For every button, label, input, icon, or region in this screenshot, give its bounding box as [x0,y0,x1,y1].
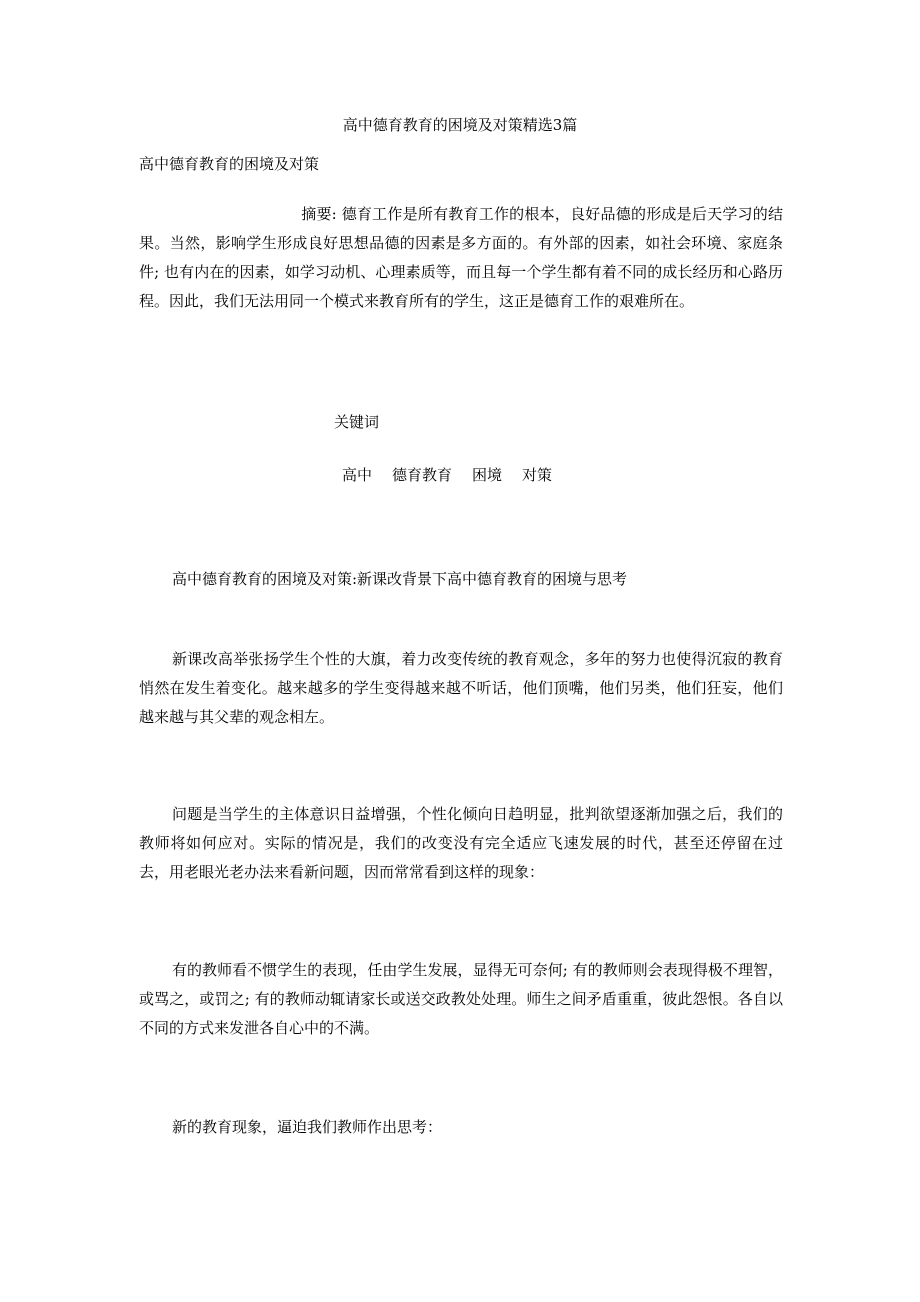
document-title: 高中德育教育的困境及对策精选3篇 [342,116,578,134]
keyword-item: 对策 [522,466,553,484]
body-paragraph: 新课改高举张扬学生个性的大旗，着力改变传统的教育观念，多年的努力也使得沉寂的教育悄然在发生着变化。越来越多的学生变得越来越不听话，他们顶嘴，他们另类，他们狂妄，他们越来越与其父辈的观念相左。 [139,650,783,726]
section-heading: 高中德育教育的困境及对策:新课改背景下高中德育教育的困境与思考 [172,570,628,588]
keyword-item: 德育教育 [392,466,453,484]
document-subtitle: 高中德育教育的困境及对策 [139,155,320,173]
body-paragraph: 新的教育现象，逼迫我们教师作出思考： [172,1118,443,1136]
abstract-text: 摘要: 德育工作是所有教育工作的根本，良好品德的形成是后天学习的结果。当然，影响学生形成良好思想品德的因素是多方面的。有外部的因素，如社会环境、家庭条件; 也有内在的因素，如学习动机、心理素质等，而且每一个学生都有着不同的成长经历和心路历程。因此，我们无法用同一个模式来教育所有的学生，这正是德育工作的艰难所在。 [139,205,783,310]
body-paragraph: 有的教师看不惯学生的表现，任由学生发展，显得无可奈何; 有的教师则会表现得极不理智，或骂之，或罚之; 有的教师动辄请家长或送交政教处处理。师生之间矛盾重重，彼此怨恨。各自以不同的方式来发泄各自心中的不满。 [139,961,783,1037]
abstract-paragraph [139,200,783,316]
keywords-list [342,464,552,486]
body-paragraph: 问题是当学生的主体意识日益增强，个性化倾向日趋明显，批判欲望逐渐加强之后，我们的教师将如何应对。实际的情况是，我们的改变没有完全适应飞速发展的时代，甚至还停留在过去，用老眼光老办法来看新问题，因而常常看到这样的现象： [139,805,783,881]
keyword-item: 困境 [472,466,503,484]
keywords-label: 关键词 [334,413,380,431]
keyword-item: 高中 [342,466,373,484]
